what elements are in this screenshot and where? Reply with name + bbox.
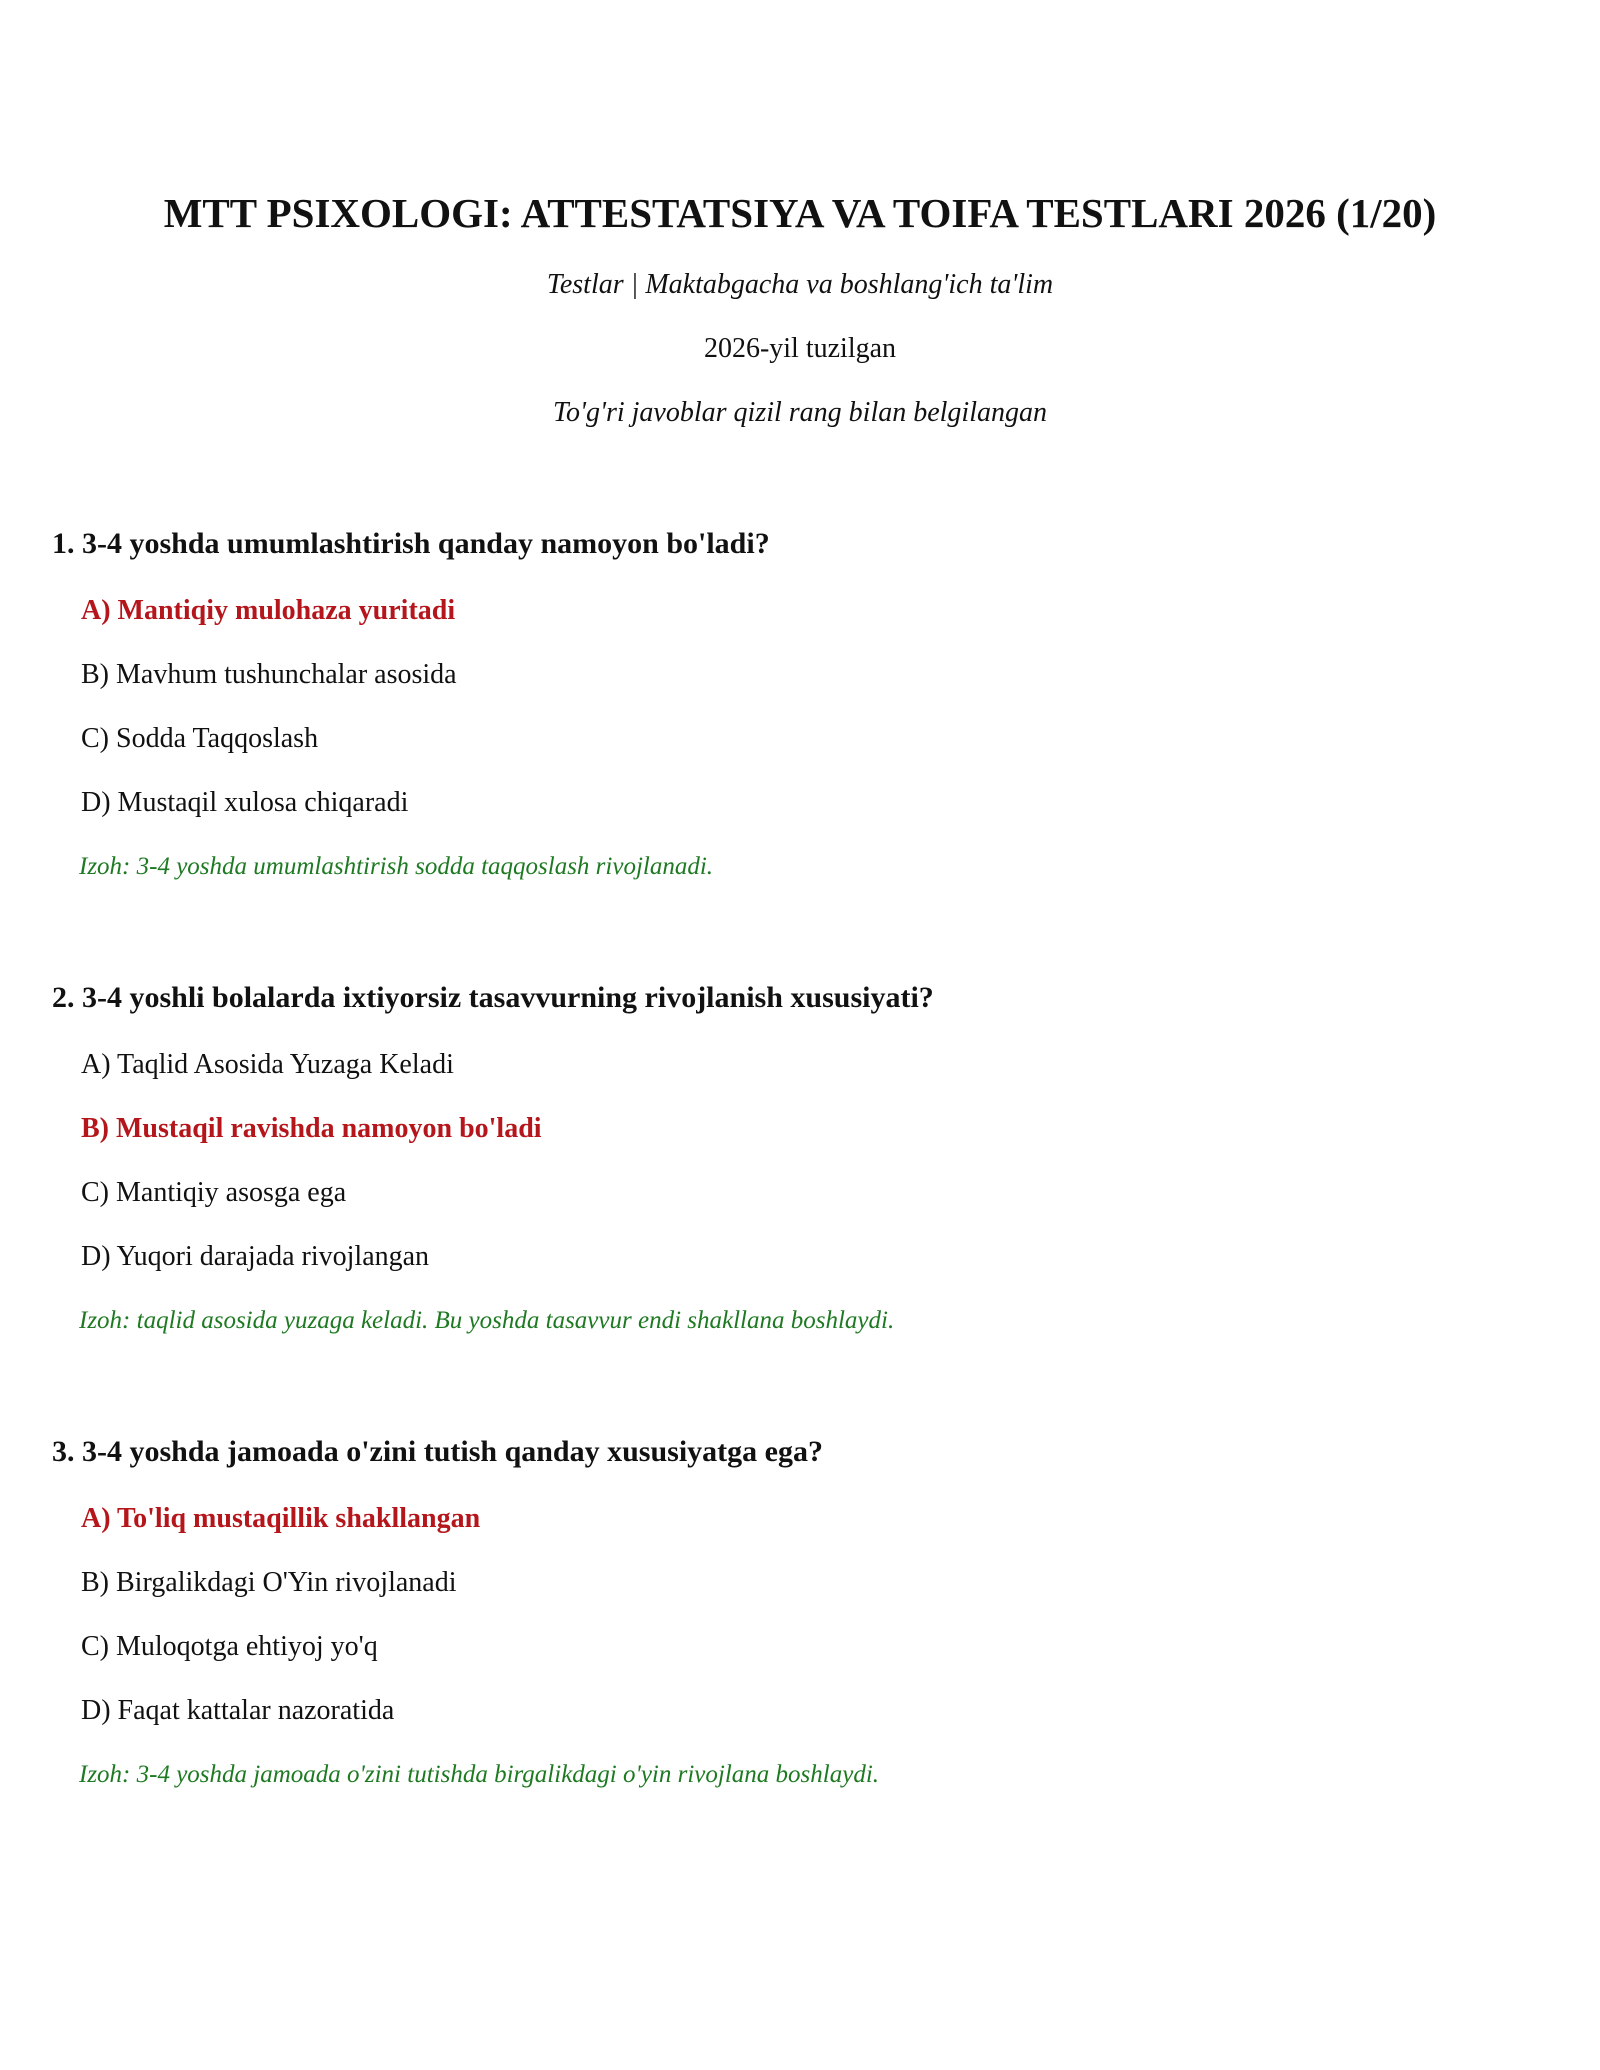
option-b: B) Mavhum tushunchalar asosida: [81, 659, 457, 690]
option-d: D) Faqat kattalar nazoratida: [81, 1695, 395, 1726]
document-legend-note: To'g'ri javoblar qizil rang bilan belgilangan: [553, 397, 1047, 428]
question-text: 1. 3-4 yoshda umumlashtirish qanday namoyon bo'ladi?: [52, 527, 770, 560]
question-3: [52, 1433, 1552, 1788]
question-1: [52, 525, 1552, 880]
document-title: MTT PSIXOLOGI: ATTESTATSIYA VA TOIFA TESTLARI 2026 (1/20): [163, 190, 1437, 236]
option-d: D) Yuqori darajada rivojlangan: [81, 1241, 430, 1272]
option-c: C) Sodda Taqqoslash: [81, 723, 319, 754]
option-a: A) Taqlid Asosida Yuzaga Keladi: [81, 1049, 454, 1080]
option-b: B) Mustaqil ravishda namoyon bo'ladi: [81, 1113, 542, 1144]
explanation-note: Izoh: 3-4 yoshda jamoada o'zini tutishda birgalikdagi o'yin rivojlana boshlaydi.: [79, 1761, 880, 1788]
document-subtitle: Testlar | Maktabgacha va boshlang'ich ta'lim: [546, 269, 1054, 300]
option-c: C) Mantiqiy asosga ega: [81, 1177, 347, 1208]
question-text: 3. 3-4 yoshda jamoada o'zini tutish qanday xususiyatga ega?: [52, 1435, 823, 1468]
option-c: C) Muloqotga ehtiyoj yo'q: [81, 1631, 378, 1662]
option-a: A) Mantiqiy mulohaza yuritadi: [81, 595, 456, 626]
question-2: [52, 979, 1552, 1334]
explanation-note: Izoh: taqlid asosida yuzaga keladi. Bu yoshda tasavvur endi shakllana boshlaydi.: [79, 1307, 895, 1334]
option-a: A) To'liq mustaqillik shakllangan: [81, 1503, 481, 1534]
option-d: D) Mustaqil xulosa chiqaradi: [81, 787, 409, 818]
option-b: B) Birgalikdagi O'Yin rivojlanadi: [81, 1567, 457, 1598]
explanation-note: Izoh: 3-4 yoshda umumlashtirish sodda taqqoslash rivojlanadi.: [79, 853, 714, 880]
question-text: 2. 3-4 yoshli bolalarda ixtiyorsiz tasavvurning rivojlanish xususiyati?: [52, 981, 934, 1014]
document-year-note: 2026-yil tuzilgan: [703, 333, 897, 364]
